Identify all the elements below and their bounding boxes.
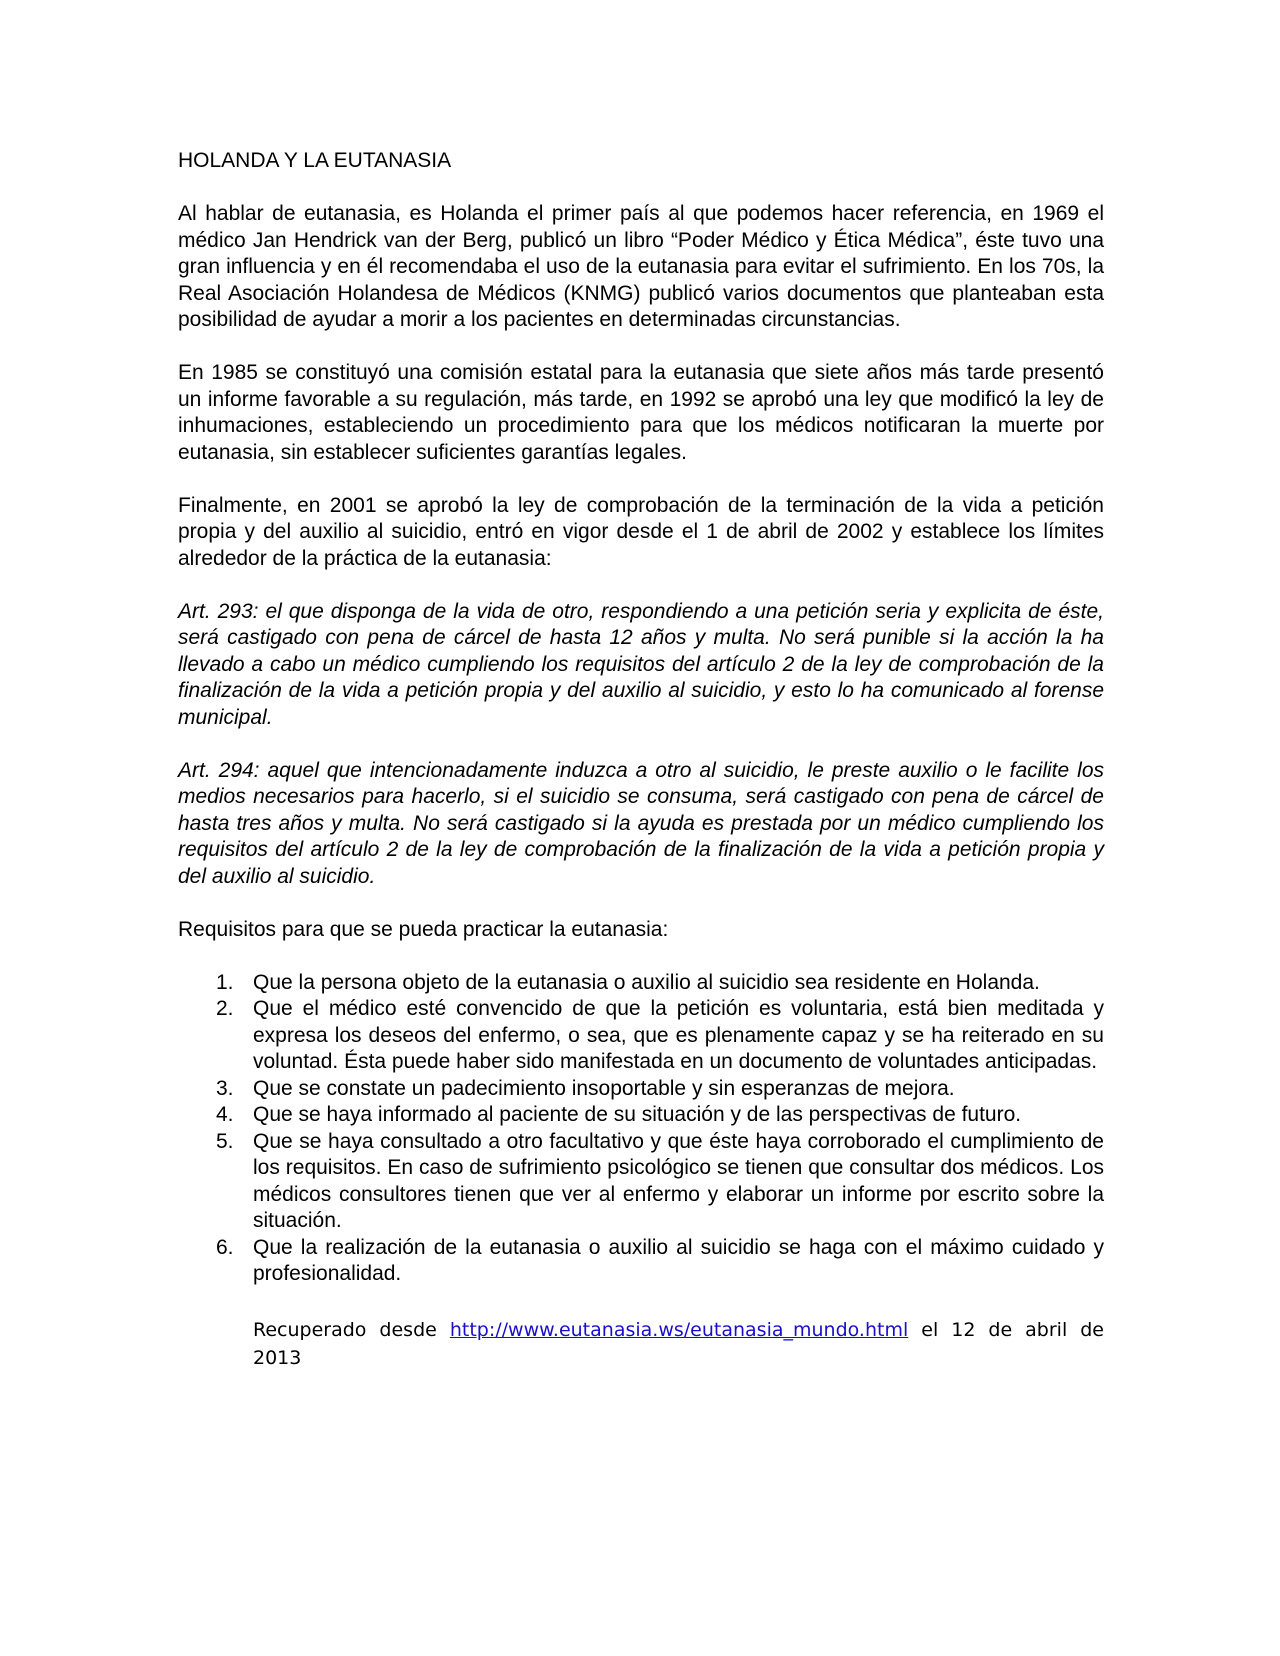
paragraph-1985: En 1985 se constituyó una comisión estatal para la eutanasia que siete años más tarde presentó un informe favorable a su regulación, más tarde, en 1992 se aprobó una ley que modificó la ley de inhumaciones, estableciendo un procedimiento para que los médicos notificaran la muerte por eutanasia, sin establecer suficientes garantías legales.: [178, 361, 1104, 464]
requirements-list: [178, 970, 1104, 1288]
list-number: 6.: [216, 1235, 234, 1259]
list-text: Que la realización de la eutanasia o auxilio al suicidio se haga con el máximo cuidado y profesionalidad.: [253, 1235, 1104, 1285]
article-293: Art. 293: el que disponga de la vida de otro, respondiendo a una petición seria y explicita de éste, será castigado con pena de cárcel de hasta 12 años y multa. No será punible si la acción la ha llevado a cabo un médico cumpliendo los requisitos del artículo 2 de la ley de comprobación de la finalización de la vida a petición propia y del auxilio al suicidio, y esto lo ha comunicado al forense municipal.: [178, 599, 1104, 729]
requirements-intro: Requisitos para que se pueda practicar la eutanasia:: [178, 917, 669, 941]
list-item: [178, 1076, 1104, 1103]
paragraph-intro: Al hablar de eutanasia, es Holanda el primer país al que podemos hacer referencia, en 1969 el médico Jan Hendrick van der Berg, publicó un libro “Poder Médico y Ética Médica”, éste tuvo una gran influencia y en él recomendaba el uso de la eutanasia para evitar el sufrimiento. En los 70s, la Real Asociación Holandesa de Médicos (KNMG) publicó varios documentos que planteaban esta posibilidad de ayudar a morir a los pacientes en determinadas circunstancias.: [178, 202, 1104, 331]
list-text: Que se constate un padecimiento insoportable y sin esperanzas de mejora.: [253, 1076, 955, 1100]
list-number: 1.: [216, 970, 234, 994]
source-citation: [253, 1316, 1104, 1372]
list-number: 4.: [216, 1103, 234, 1126]
list-item: [178, 1235, 1104, 1288]
article-294: Art. 294: aquel que intencionadamente induzca a otro al suicidio, le preste auxilio o le facilite los medios necesarios para hacerlo, si el suicidio se consuma, será castigado con pena de cárcel de hasta tres años y multa. No será castigado si la ayuda es prestada por un médico cumpliendo los requisitos del artículo 2 de la ley de comprobación de la finalización de la vida a petición propia y del auxilio al suicidio.: [178, 758, 1104, 888]
list-text: Que el médico esté convencido de que la petición es voluntaria, está bien meditada y expresa los deseos del enfermo, o sea, que es plenamente capaz y se ha reiterado en su voluntad. Ésta puede haber sido manifestada en un documento de voluntades anticipadas.: [253, 997, 1104, 1073]
paragraph-2001: Finalmente, en 2001 se aprobó la ley de comprobación de la terminación de la vida a petición propia y del auxilio al suicidio, entró en vigor desde el 1 de abril de 2002 y establece los límites alrededor de la práctica de la eutanasia:: [178, 493, 1104, 570]
list-item: [178, 970, 1104, 997]
document-page: [178, 148, 1104, 1372]
list-item: [178, 1102, 1104, 1129]
list-item: [178, 1129, 1104, 1235]
citation-suffix: el 12 de abril de 2013: [253, 1318, 1104, 1369]
list-number: 5.: [216, 1129, 234, 1153]
list-text: Que se haya informado al paciente de su situación y de las perspectivas de futuro.: [253, 1103, 1022, 1126]
source-link[interactable]: http://www.eutanasia.ws/eutanasia_mundo.html: [449, 1318, 909, 1341]
list-text: Que la persona objeto de la eutanasia o auxilio al suicidio sea residente en Holanda.: [253, 970, 1040, 994]
citation-prefix: Recuperado desde: [253, 1318, 450, 1341]
list-number: 2.: [216, 997, 234, 1020]
list-text: Que se haya consultado a otro facultativo y que éste haya corroborado el cumplimiento de los requisitos. En caso de sufrimiento psicológico se tienen que consultar dos médicos. Los médicos consultores tienen que ver al enfermo y elaborar un informe por escrito sobre la situación.: [253, 1129, 1104, 1232]
document-title: HOLANDA Y LA EUTANASIA: [178, 149, 452, 172]
list-number: 3.: [216, 1076, 234, 1100]
list-item: [178, 996, 1104, 1076]
